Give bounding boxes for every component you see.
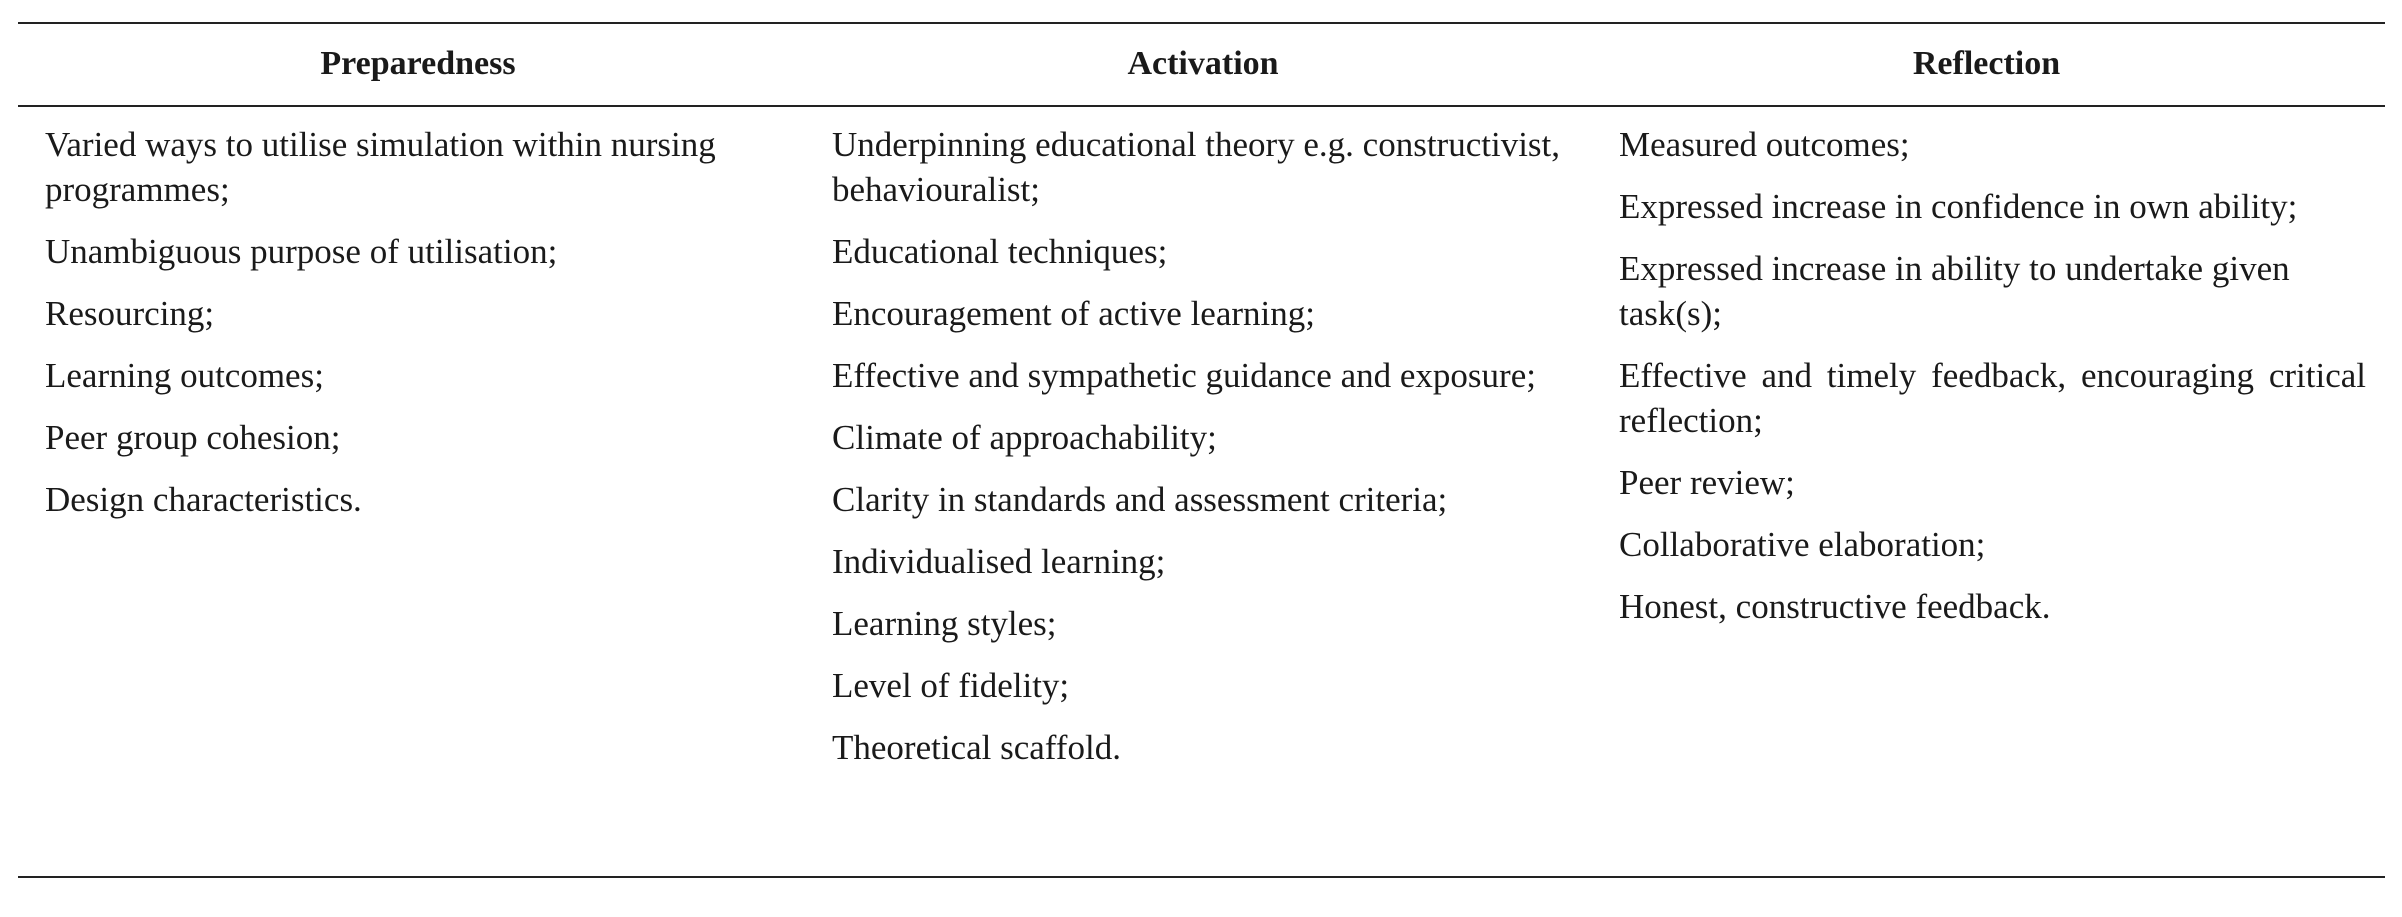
list-item: Effective and timely feedback, encouraging critical reflection; — [1619, 356, 2366, 440]
list-item: Learning outcomes; — [45, 356, 324, 395]
list-item: Resourcing; — [45, 294, 215, 333]
list-item: Clarity in standards and assessment criteria; — [832, 480, 1448, 519]
column-header-reflection: Reflection — [1912, 45, 2061, 82]
list-item: Peer review; — [1619, 463, 1795, 502]
list-item: Theoretical scaffold. — [832, 728, 1121, 767]
list-item: Collaborative elaboration; — [1619, 525, 1986, 564]
list-item: Encouragement of active learning; — [832, 294, 1315, 333]
list-item: Design characteristics. — [45, 480, 362, 519]
list-item: Measured outcomes; — [1619, 125, 1910, 164]
reflection-column — [1619, 122, 2366, 646]
table-header-rule — [18, 105, 2385, 107]
list-item: Underpinning educational theory e.g. constructivist, behaviouralist; — [832, 125, 1561, 209]
column-header-activation: Activation — [1127, 45, 1279, 82]
list-item: Learning styles; — [832, 604, 1057, 643]
list-item: Honest, constructive feedback. — [1619, 587, 2051, 626]
list-item: Educational techniques; — [832, 232, 1168, 271]
list-item: Expressed increase in ability to undertake given task(s); — [1619, 249, 2290, 333]
list-item: Varied ways to utilise simulation within nursing programmes; — [45, 125, 716, 209]
list-item: Level of fidelity; — [832, 666, 1070, 705]
table-bottom-rule — [18, 876, 2385, 878]
activation-column — [832, 122, 1562, 787]
list-item: Peer group cohesion; — [45, 418, 341, 457]
list-item: Expressed increase in confidence in own ability; — [1619, 187, 2298, 226]
list-item: Effective and sympathetic guidance and exposure; — [832, 356, 1536, 395]
column-header-preparedness: Preparedness — [320, 45, 516, 82]
preparedness-column — [45, 122, 775, 539]
list-item: Unambiguous purpose of utilisation; — [45, 232, 558, 271]
table-top-rule — [18, 22, 2385, 24]
list-item: Climate of approachability; — [832, 418, 1217, 457]
list-item: Individualised learning; — [832, 542, 1166, 581]
